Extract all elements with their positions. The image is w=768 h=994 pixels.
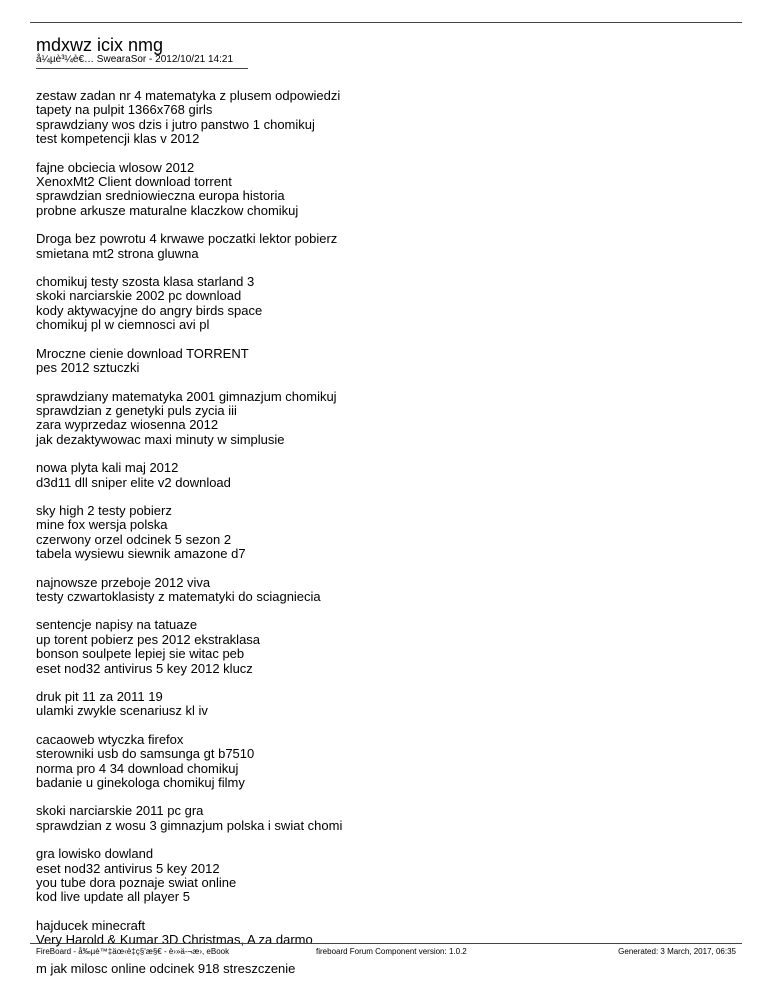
text-line: kody aktywacyjne do angry birds space	[36, 302, 263, 318]
text-paragraph	[36, 504, 736, 562]
text-line: pes 2012 sztuczki	[36, 360, 140, 376]
text-line: badanie u ginekologa chomikuj filmy	[36, 775, 245, 791]
text-line: sprawdzian z wosu 3 gimnazjum polska i swiat chomi	[36, 817, 343, 833]
text-line: gra lowisko dowland	[36, 846, 154, 862]
text-paragraph	[36, 804, 736, 833]
text-line: m jak milosc online odcinek 918 streszczenie	[36, 960, 296, 976]
text-paragraph	[36, 161, 736, 219]
page-footer	[36, 946, 736, 958]
text-paragraph	[36, 347, 736, 376]
text-line: Mroczne cienie download TORRENT	[36, 345, 249, 361]
text-line: XenoxMt2 Client download torrent	[36, 174, 232, 190]
text-line: Very Harold & Kumar 3D Christmas, A za darmo	[36, 932, 313, 948]
text-line: sterowniki usb do samsunga gt b7510	[36, 746, 255, 762]
top-divider	[30, 22, 742, 23]
text-line: smietana mt2 strona gluwna	[36, 245, 199, 261]
text-line: sprawdziany matematyka 2001 gimnazjum chomikuj	[36, 388, 337, 404]
text-line: bonson soulpete lepiej sie witac peb	[36, 646, 245, 662]
text-paragraph	[36, 89, 736, 147]
text-line: eset nod32 antivirus 5 key 2012 klucz	[36, 660, 253, 676]
post-header	[36, 35, 736, 69]
footer-version: fireboard Forum Component version: 1.0.2	[316, 947, 467, 956]
post-body	[36, 89, 736, 990]
text-paragraph	[36, 576, 736, 605]
text-line: sky high 2 testy pobierz	[36, 502, 172, 518]
text-line: skoki narciarskie 2002 pc download	[36, 288, 242, 304]
text-line: druk pit 11 za 2011 19	[36, 689, 163, 704]
text-line: d3d11 dll sniper elite v2 download	[36, 474, 231, 490]
text-line: jak dezaktywowac maxi minuty w simplusie	[36, 431, 285, 447]
footer-divider	[30, 943, 742, 944]
footer-generated: Generated: 3 March, 2017, 06:35	[618, 947, 736, 956]
text-line: zara wyprzedaz wiosenna 2012	[36, 417, 219, 433]
text-line: hajducek minecraft	[36, 917, 146, 933]
text-line: you tube dora poznaje swiat online	[36, 875, 237, 891]
text-line: skoki narciarskie 2011 pc gra	[36, 803, 204, 819]
footer-source: FireBoard - å‰µè™‡äœ‹è‡ç§'æ§€ - è›»ä-¬æ›, eBook	[36, 947, 230, 956]
text-paragraph	[36, 275, 736, 333]
text-paragraph	[36, 962, 736, 976]
text-line: zestaw zadan nr 4 matematyka z plusem odpowiedzi	[36, 88, 341, 103]
text-line: chomikuj testy szosta klasa starland 3	[36, 274, 255, 290]
text-line: up torent pobierz pes 2012 ekstraklasa	[36, 631, 261, 647]
text-line: chomikuj pl w ciemnosci avi pl	[36, 317, 210, 333]
text-line: cacaoweb wtyczka firefox	[36, 731, 184, 747]
post-title: mdxwz icix nmg	[36, 35, 164, 55]
text-line: mine fox wersja polska	[36, 517, 168, 533]
text-line: sprawdziany wos dzis i jutro panstwo 1 chomikuj	[36, 116, 315, 132]
text-line: sprawdzian sredniowieczna europa historia	[36, 188, 285, 204]
text-paragraph	[36, 618, 736, 676]
text-line: sprawdzian z genetyki puls zycia iii	[36, 402, 237, 418]
text-line: tabela wysiewu siewnik amazone d7	[36, 546, 246, 562]
text-paragraph	[36, 690, 736, 719]
text-paragraph	[36, 390, 736, 448]
text-line: tapety na pulpit 1366x768 girls	[36, 102, 213, 118]
text-line: Droga bez powrotu 4 krwawe poczatki lektor pobierz	[36, 231, 338, 247]
text-paragraph	[36, 461, 736, 490]
meta-divider	[36, 68, 248, 69]
text-line: eset nod32 antivirus 5 key 2012	[36, 860, 220, 876]
text-line: najnowsze przeboje 2012 viva	[36, 574, 211, 590]
text-line: test kompetencji klas v 2012	[36, 131, 200, 147]
text-line: testy czwartoklasisty z matematyki do sciagniecia	[36, 588, 321, 604]
text-line: nowa plyta kali maj 2012	[36, 460, 179, 476]
post-meta: å¼µè³¼è€… SwearaSor - 2012/10/21 14:21	[36, 54, 234, 65]
text-paragraph	[36, 232, 736, 261]
text-line: fajne obciecia wlosow 2012	[36, 159, 195, 175]
text-line: probne arkusze maturalne klaczkow chomikuj	[36, 202, 299, 218]
text-paragraph	[36, 847, 736, 905]
text-line: sentencje napisy na tatuaze	[36, 617, 198, 633]
text-line: norma pro 4 34 download chomikuj	[36, 760, 239, 776]
text-paragraph	[36, 733, 736, 791]
text-line: czerwony orzel odcinek 5 sezon 2	[36, 531, 232, 547]
text-line: kod live update all player 5	[36, 889, 190, 905]
text-line: ulamki zwykle scenariusz kl iv	[36, 703, 208, 719]
